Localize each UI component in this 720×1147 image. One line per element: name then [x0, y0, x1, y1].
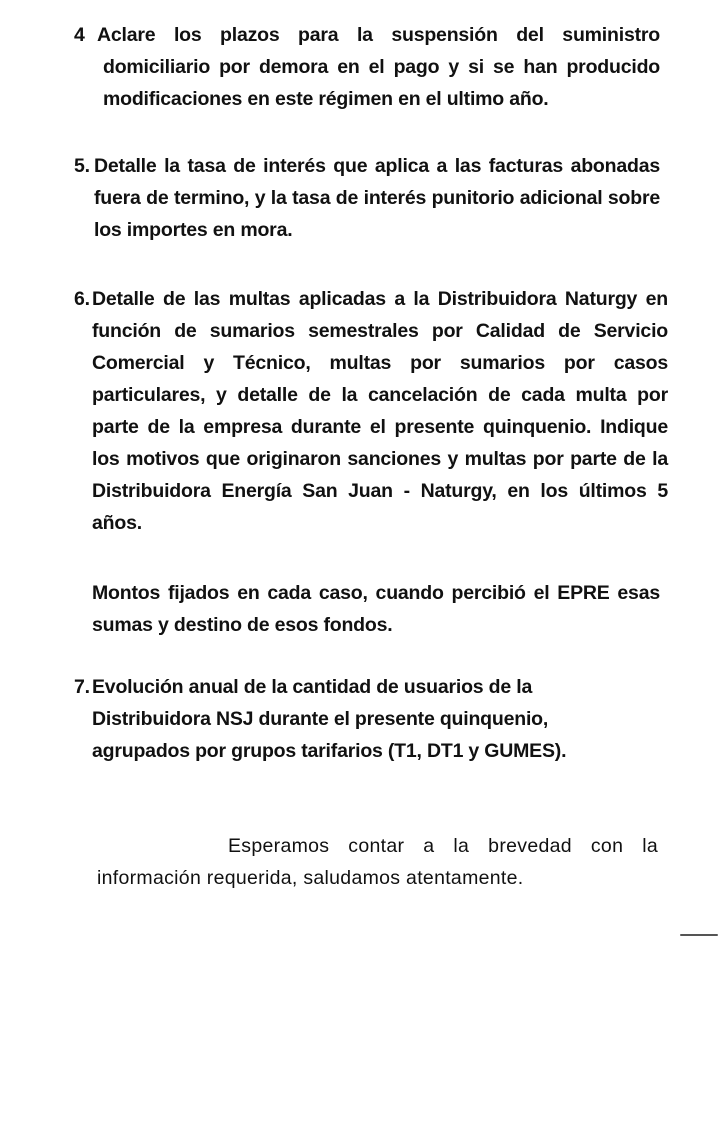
scan-artifact-mark	[680, 934, 718, 936]
item-line: agrupados por grupos tarifarios (T1, DT1 y GUMES).	[92, 740, 567, 762]
request-item-7	[74, 671, 664, 767]
item-text: Aclare los plazos para la suspensión del suministro domiciliario por demora en el pago y si se han producido modificaciones en este régimen en el ultimo año.	[97, 24, 660, 110]
item-number: 7.	[74, 676, 90, 698]
item-number: 6.	[74, 288, 90, 310]
item-line: Evolución anual de la cantidad de usuarios de la	[92, 676, 533, 698]
request-item-4	[74, 19, 660, 115]
request-item-5	[74, 150, 660, 246]
item-number: 5.	[74, 155, 90, 177]
item-text	[92, 671, 664, 767]
item-number: 4	[74, 24, 85, 46]
closing-line-2: información requerida, saludamos atentamente.	[97, 867, 524, 889]
item-text: Detalle la tasa de interés que aplica a las facturas abonadas fuera de termino, y la tasa de interés punitorio adicional sobre los importes en mora.	[94, 155, 660, 241]
item-line: Distribuidora NSJ durante el presente quinquenio,	[92, 708, 549, 730]
request-item-6	[74, 283, 668, 539]
item-text: Detalle de las multas aplicadas a la Distribuidora Naturgy en función de sumarios semestrales por Calidad de Servicio Comercial y Técnico, multas por sumarios por casos particulares, y detalle de la cancelación de cada multa por parte de la empresa durante el presente quinquenio. Indique los motivos que originaron sanciones y multas por parte de la Distribuidora Energía San Juan - Naturgy, en los últimos 5 años.	[92, 288, 668, 534]
item-followup-text: Montos fijados en cada caso, cuando percibió el EPRE esas sumas y destino de esos fondos.	[92, 582, 660, 636]
request-item-6-followup	[92, 577, 660, 641]
closing-line-1: Esperamos contar a la brevedad con la	[228, 835, 658, 857]
